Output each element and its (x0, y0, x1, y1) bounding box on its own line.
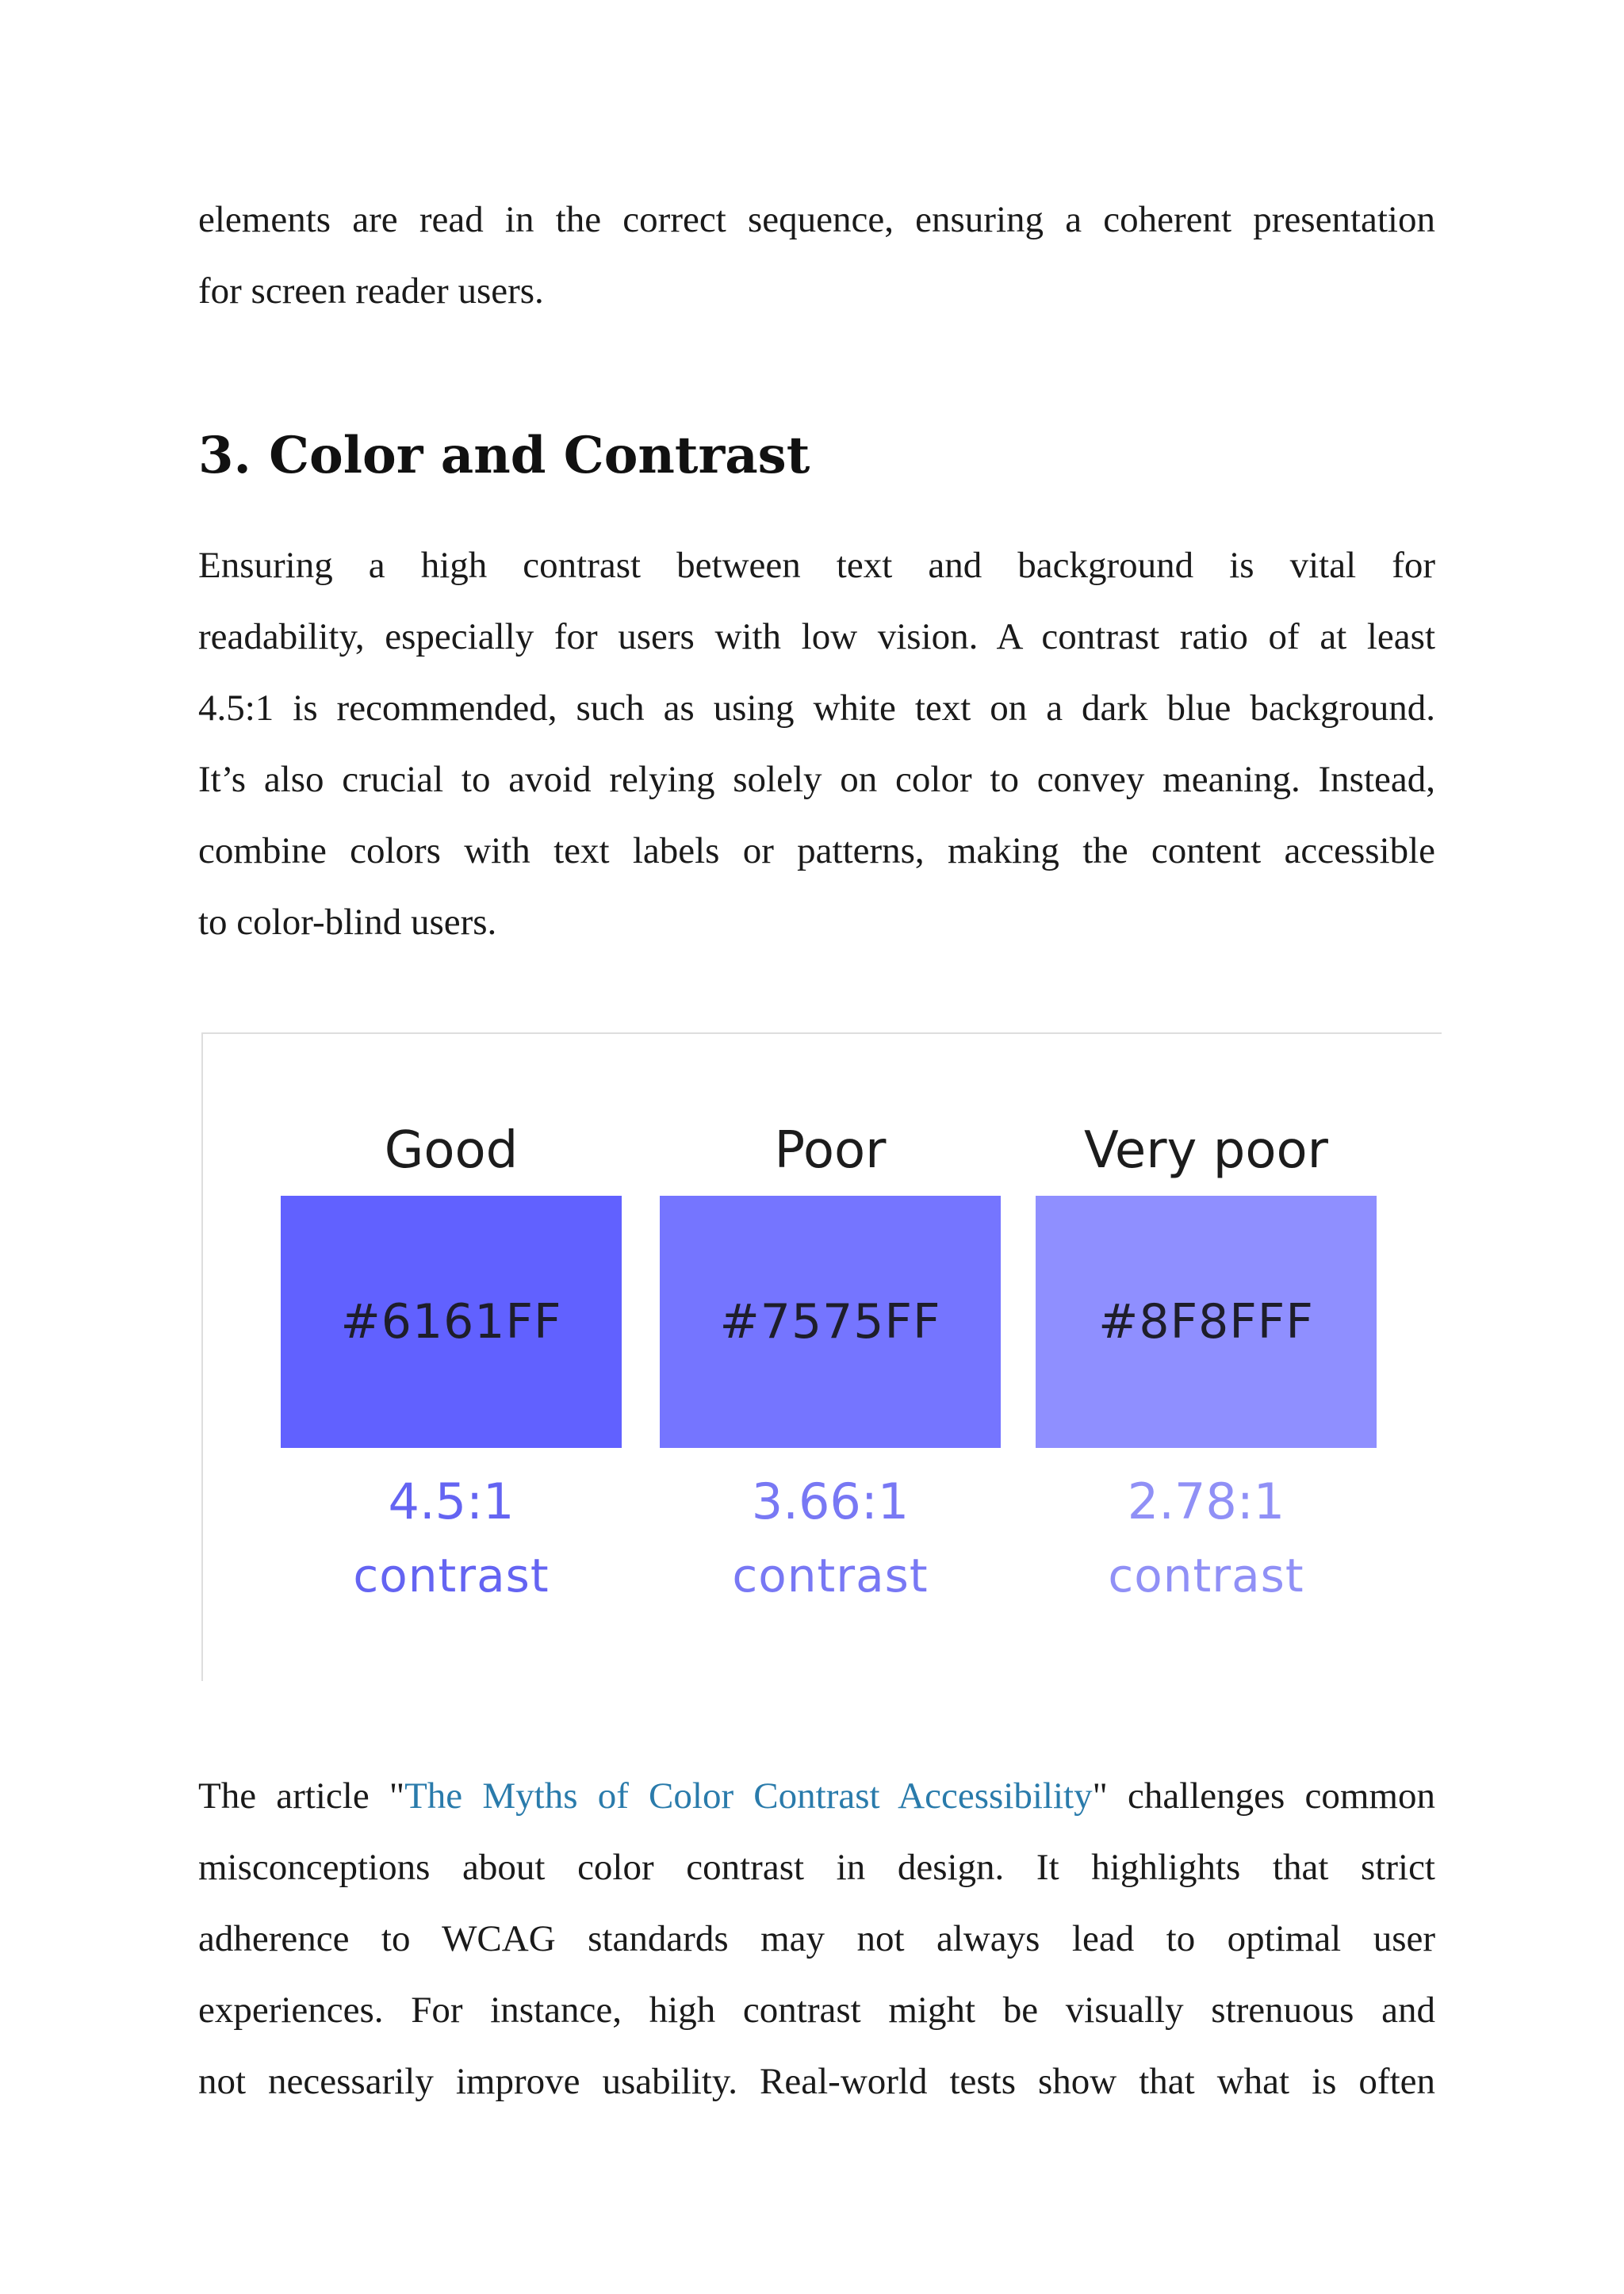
intro-paragraph (198, 184, 1435, 327)
swatch-label: Very poor (1084, 1121, 1328, 1180)
section-heading: 3. Color and Contrast (198, 426, 810, 485)
swatch-color-box (1036, 1196, 1377, 1448)
article-text: " challenges common (1092, 1775, 1435, 1817)
swatch-label: Poor (774, 1121, 887, 1180)
contrast-examples-figure (201, 1032, 1442, 1681)
article-line (198, 1760, 1435, 1832)
contrast-line: combine colors with text labels or patterns, making the content accessible (198, 830, 1435, 871)
swatch-contrast-word: contrast (1108, 1549, 1304, 1603)
swatch-color-box (281, 1196, 622, 1448)
contrast-line: readability, especially for users with low vision. A contrast ratio of at least (198, 616, 1435, 657)
swatch-hex-code: #8F8FFF (1098, 1294, 1314, 1350)
article-line: not necessarily improve usability. Real-world tests show that what is often (198, 2061, 1435, 2102)
swatch-hex-code: #6161FF (340, 1294, 562, 1350)
swatch-contrast-word: contrast (732, 1549, 929, 1603)
intro-line: for screen reader users. (198, 270, 544, 312)
intro-line: elements are read in the correct sequence, ensuring a coherent presentation (198, 199, 1435, 240)
swatch-contrast-word: contrast (353, 1549, 550, 1603)
swatch-ratio: 4.5:1 (388, 1473, 515, 1530)
swatch-label: Good (384, 1121, 519, 1180)
swatch-color-box (660, 1196, 1001, 1448)
article-text: The article " (198, 1775, 405, 1817)
contrast-line: to color-blind users. (198, 902, 497, 943)
contrast-line: Ensuring a high contrast between text and background is vital for (198, 545, 1435, 586)
article-line: misconceptions about color contrast in design. It highlights that strict (198, 1847, 1435, 1888)
myths-article-link[interactable]: The Myths of Color Contrast Accessibility (404, 1775, 1093, 1817)
contrast-paragraph (198, 530, 1435, 958)
swatch-hex-code: #7575FF (719, 1294, 941, 1350)
swatch-ratio: 3.66:1 (751, 1473, 910, 1530)
swatch-ratio: 2.78:1 (1127, 1473, 1285, 1530)
article-line: experiences. For instance, high contrast might be visually strenuous and (198, 1990, 1435, 2031)
contrast-line: It’s also crucial to avoid relying solely on color to convey meaning. Instead, (198, 759, 1435, 800)
article-paragraph (198, 1760, 1435, 2117)
contrast-line: 4.5:1 is recommended, such as using white text on a dark blue background. (198, 687, 1435, 729)
article-line: adherence to WCAG standards may not always lead to optimal user (198, 1918, 1435, 1959)
